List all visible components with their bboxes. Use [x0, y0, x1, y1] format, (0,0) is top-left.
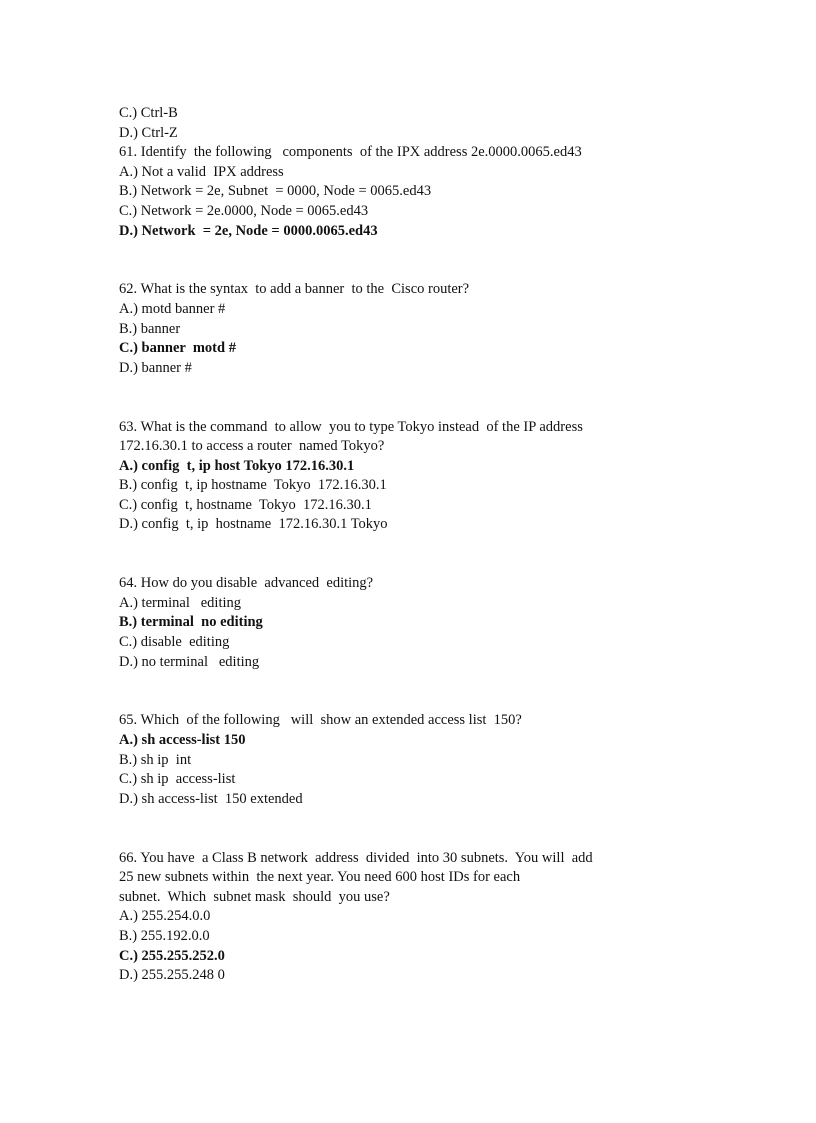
spacer: [119, 672, 759, 711]
answer-option: B.) banner: [119, 320, 181, 337]
question-text: 25 new subnets within the next year. You need 600 host IDs for each: [119, 869, 521, 886]
answer-option: C.) disable editing: [119, 634, 230, 651]
correct-answer: C.) banner motd #: [119, 340, 236, 357]
spacer: [119, 241, 759, 280]
correct-answer: C.) 255.255.252.0: [119, 947, 225, 964]
answer-option: A.) Not a valid IPX address: [119, 163, 284, 180]
question-text: subnet. Which subnet mask should you use?: [119, 888, 390, 905]
question-61: [119, 143, 759, 241]
correct-answer: A.) config t, ip host Tokyo 172.16.30.1: [119, 457, 355, 474]
answer-option: D.) Ctrl-Z: [119, 124, 178, 141]
spacer: [119, 378, 759, 417]
document-page: [119, 104, 759, 986]
correct-answer: B.) terminal no editing: [119, 614, 263, 631]
answer-option: A.) terminal editing: [119, 594, 242, 611]
question-63: [119, 418, 759, 536]
previous-question-tail: [119, 104, 759, 143]
answer-option: C.) sh ip access-list: [119, 771, 236, 788]
correct-answer: D.) Network = 2e, Node = 0000.0065.ed43: [119, 222, 378, 239]
question-text: 63. What is the command to allow you to type Tokyo instead of the IP address: [119, 418, 583, 435]
spacer: [119, 809, 759, 848]
answer-option: C.) config t, hostname Tokyo 172.16.30.1: [119, 496, 372, 513]
answer-option: D.) config t, ip hostname 172.16.30.1 Tokyo: [119, 516, 388, 533]
question-text: 172.16.30.1 to access a router named Tokyo?: [119, 438, 385, 455]
answer-option: D.) sh access-list 150 extended: [119, 790, 303, 807]
answer-option: B.) config t, ip hostname Tokyo 172.16.30.1: [119, 477, 387, 494]
question-66: [119, 849, 759, 986]
question-64: [119, 574, 759, 672]
answer-option: C.) Ctrl-B: [119, 105, 178, 121]
answer-option: A.) motd banner #: [119, 300, 226, 317]
question-62: [119, 280, 759, 378]
question-text: 64. How do you disable advanced editing?: [119, 575, 374, 592]
answer-option: B.) sh ip int: [119, 751, 192, 768]
answer-option: B.) 255.192.0.0: [119, 927, 210, 944]
question-text: 66. You have a Class B network address divided into 30 subnets. You will add: [119, 849, 593, 866]
question-text: 65. Which of the following will show an extended access list 150?: [119, 712, 522, 729]
answer-option: B.) Network = 2e, Subnet = 0000, Node = 0065.ed43: [119, 183, 432, 200]
question-65: [119, 711, 759, 809]
correct-answer: A.) sh access-list 150: [119, 732, 246, 748]
answer-option: C.) Network = 2e.0000, Node = 0065.ed43: [119, 202, 369, 219]
spacer: [119, 535, 759, 574]
question-text: 62. What is the syntax to add a banner to the Cisco router?: [119, 281, 470, 298]
answer-option: A.) 255.254.0.0: [119, 908, 211, 925]
answer-option: D.) 255.255.248 0: [119, 967, 225, 984]
question-text: 61. Identify the following components of the IPX address 2e.0000.0065.ed43: [119, 144, 582, 161]
answer-option: D.) no terminal editing: [119, 653, 260, 670]
answer-option: D.) banner #: [119, 359, 192, 376]
